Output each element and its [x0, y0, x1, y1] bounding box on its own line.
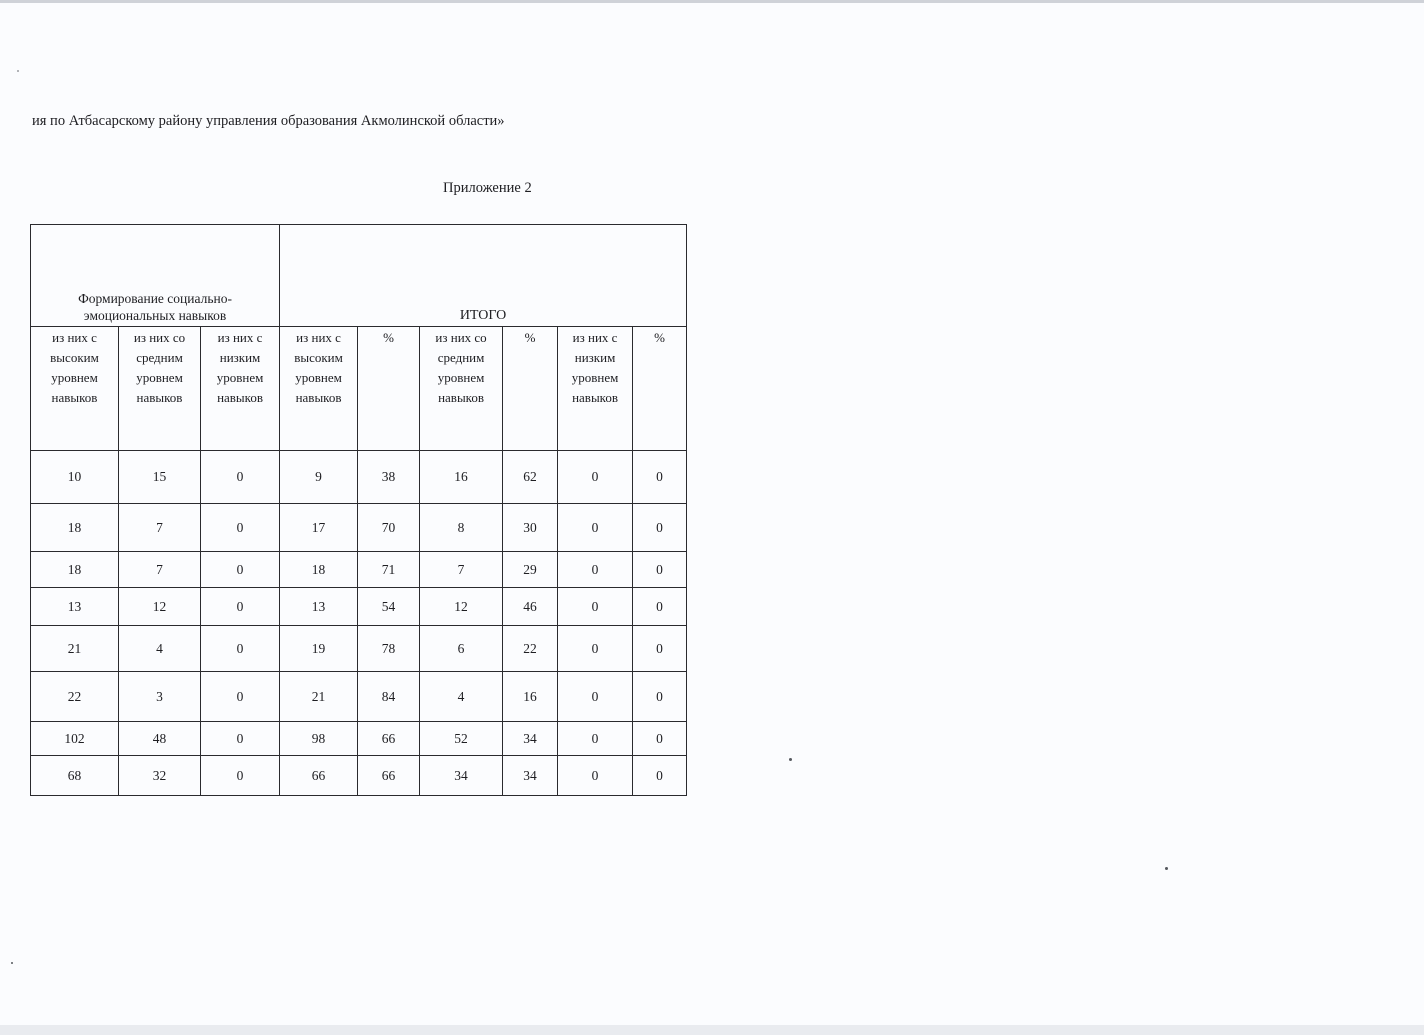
table-cell: 62 [503, 451, 558, 504]
table-cell: 13 [31, 588, 119, 626]
table-cell: 0 [201, 451, 280, 504]
table-cell: 12 [420, 588, 503, 626]
scan-speck [1165, 867, 1168, 870]
group-header-total [280, 225, 687, 327]
table-row [31, 588, 687, 626]
table-cell: 18 [280, 552, 358, 588]
table-cell: 0 [201, 552, 280, 588]
table-cell: 22 [503, 626, 558, 672]
column-header: из них со средним уровнем навыков [420, 327, 503, 451]
table-cell: 71 [358, 552, 420, 588]
table-row [31, 722, 687, 756]
group-header-label: Формирование социально-эмоциональных навыков [78, 291, 232, 323]
table-cell: 21 [31, 626, 119, 672]
table-row [31, 451, 687, 504]
column-header: % [503, 327, 558, 451]
table-cell: 48 [119, 722, 201, 756]
table-cell: 0 [558, 451, 633, 504]
column-header: из них с высоким уровнем навыков [280, 327, 358, 451]
table-cell: 0 [558, 756, 633, 796]
table-cell: 38 [358, 451, 420, 504]
table-cell: 22 [31, 672, 119, 722]
table-cell: 66 [358, 722, 420, 756]
table-cell: 0 [201, 626, 280, 672]
column-header: из них с высоким уровнем навыков [31, 327, 119, 451]
table-cell: 102 [31, 722, 119, 756]
table-cell: 52 [420, 722, 503, 756]
table-cell: 7 [119, 552, 201, 588]
scan-speck [789, 758, 792, 761]
table-cell: 0 [558, 626, 633, 672]
table-cell: 0 [558, 588, 633, 626]
table-row [31, 552, 687, 588]
table-cell: 29 [503, 552, 558, 588]
scan-speck [17, 70, 19, 72]
table-cell: 0 [633, 722, 687, 756]
appendix-label: Приложение 2 [443, 180, 532, 196]
table-row [31, 672, 687, 722]
scan-speck [11, 962, 13, 964]
table-cell: 0 [633, 756, 687, 796]
table-cell: 13 [280, 588, 358, 626]
table-cell: 84 [358, 672, 420, 722]
column-header-row [31, 327, 687, 451]
table-cell: 18 [31, 504, 119, 552]
group-header-row [31, 225, 687, 327]
table-cell: 0 [201, 504, 280, 552]
table-cell: 10 [31, 451, 119, 504]
column-header: из них со средним уровнем навыков [119, 327, 201, 451]
table-cell: 7 [420, 552, 503, 588]
table-cell: 0 [633, 672, 687, 722]
table-cell: 8 [420, 504, 503, 552]
document-header-text: ия по Атбасарскому району управления образования Акмолинской области» [32, 113, 505, 129]
table-row [31, 504, 687, 552]
table-cell: 0 [633, 626, 687, 672]
table-cell: 16 [420, 451, 503, 504]
table-cell: 21 [280, 672, 358, 722]
table-cell: 17 [280, 504, 358, 552]
scan-edge-top [0, 0, 1424, 3]
table-cell: 46 [503, 588, 558, 626]
table-row [31, 626, 687, 672]
table-cell: 0 [201, 722, 280, 756]
group-header-social-emotional [31, 225, 280, 327]
group-header-label: ИТОГО [459, 308, 507, 323]
table-cell: 18 [31, 552, 119, 588]
table-cell: 78 [358, 626, 420, 672]
table-cell: 34 [503, 756, 558, 796]
table-cell: 4 [119, 626, 201, 672]
table-cell: 0 [201, 588, 280, 626]
table-cell: 0 [558, 552, 633, 588]
table-cell: 34 [420, 756, 503, 796]
results-table [30, 224, 687, 796]
table-cell: 30 [503, 504, 558, 552]
table-cell: 68 [31, 756, 119, 796]
table-cell: 0 [633, 451, 687, 504]
table-cell: 0 [558, 722, 633, 756]
table-cell: 0 [633, 504, 687, 552]
table-cell: 0 [201, 672, 280, 722]
table-cell: 54 [358, 588, 420, 626]
table-cell: 16 [503, 672, 558, 722]
table-cell: 0 [633, 588, 687, 626]
column-header: % [633, 327, 687, 451]
column-header: из них с низким уровнем навыков [558, 327, 633, 451]
scan-edge-bottom [0, 1025, 1424, 1035]
table-cell: 12 [119, 588, 201, 626]
table-cell: 66 [358, 756, 420, 796]
table-cell: 3 [119, 672, 201, 722]
table-cell: 0 [201, 756, 280, 796]
column-header: из них с низким уровнем навыков [201, 327, 280, 451]
column-header: % [358, 327, 420, 451]
table-cell: 32 [119, 756, 201, 796]
table-cell: 4 [420, 672, 503, 722]
table-cell: 70 [358, 504, 420, 552]
table-cell: 7 [119, 504, 201, 552]
table-cell: 66 [280, 756, 358, 796]
table-cell: 98 [280, 722, 358, 756]
table-cell: 0 [558, 504, 633, 552]
table-row [31, 756, 687, 796]
table-cell: 6 [420, 626, 503, 672]
table-cell: 9 [280, 451, 358, 504]
table-cell: 34 [503, 722, 558, 756]
table-cell: 0 [558, 672, 633, 722]
table-cell: 19 [280, 626, 358, 672]
table-cell: 0 [633, 552, 687, 588]
table-cell: 15 [119, 451, 201, 504]
